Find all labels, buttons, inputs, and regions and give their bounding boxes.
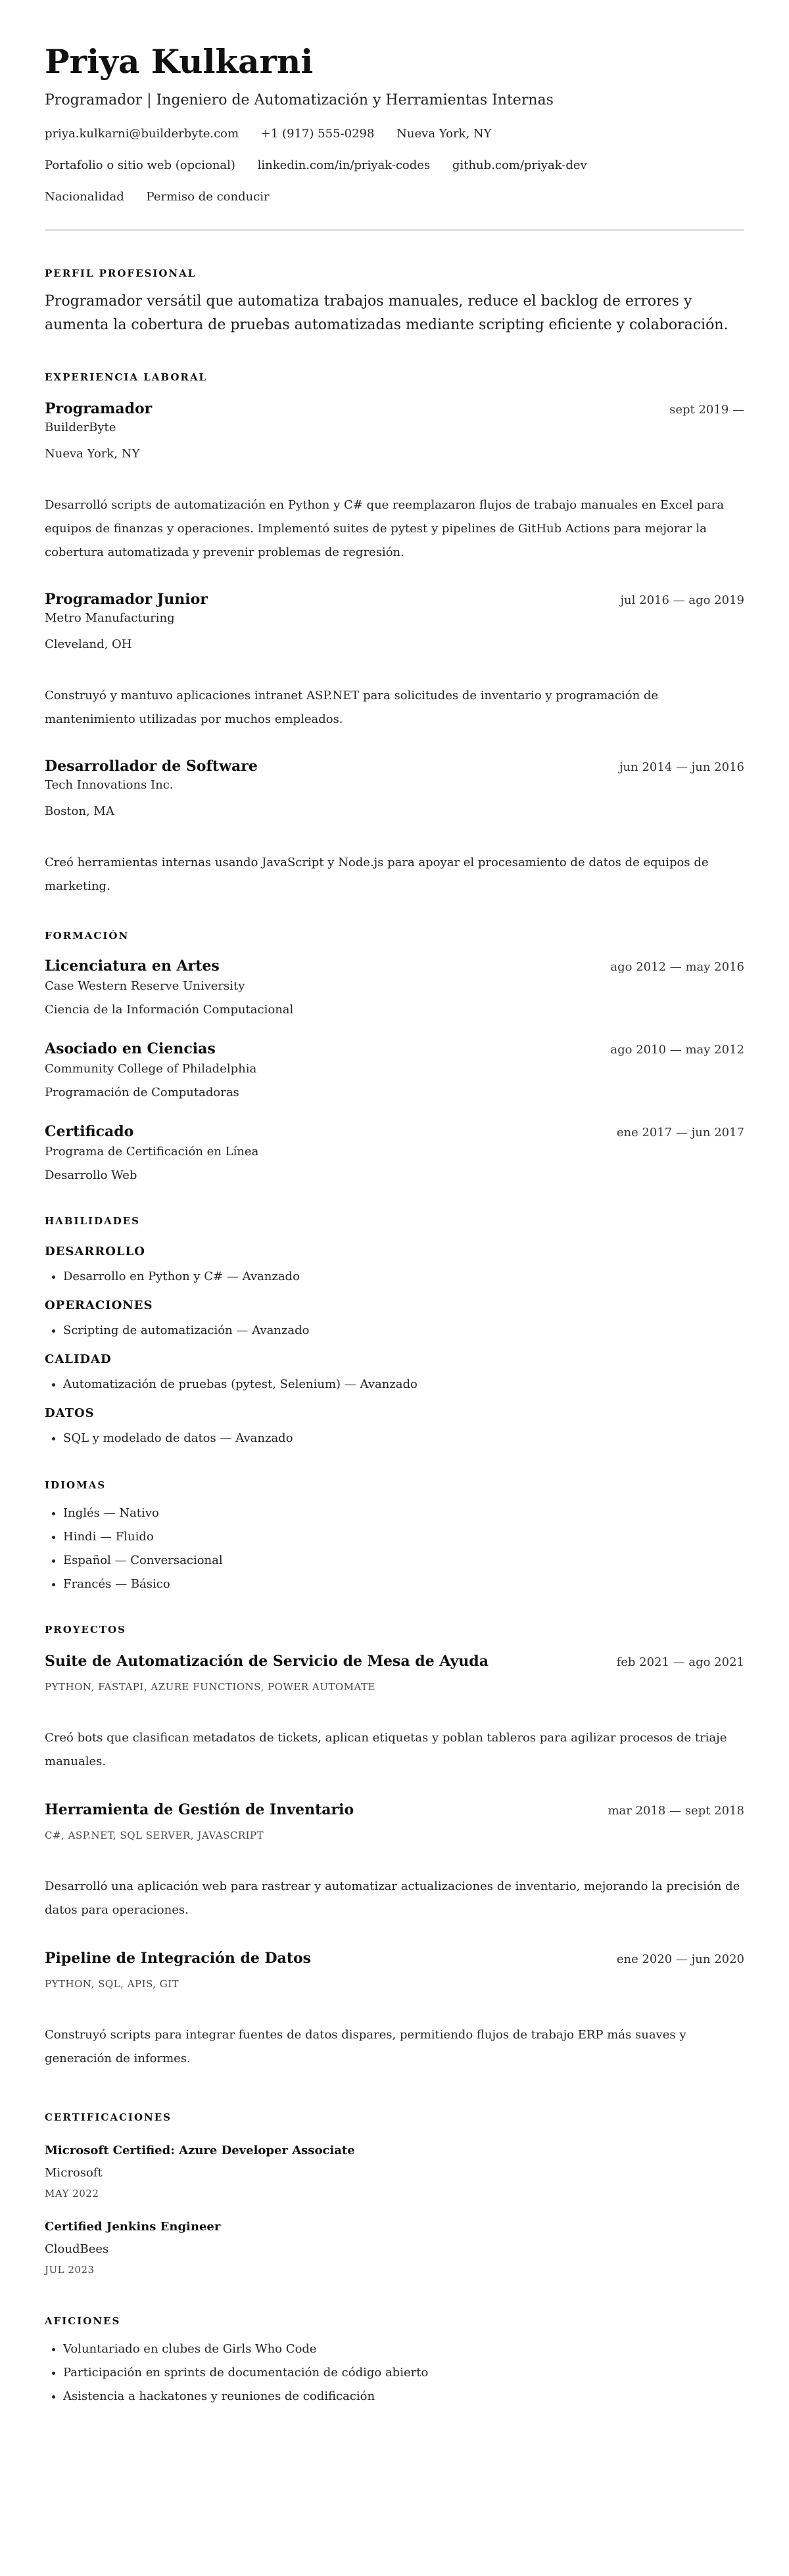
entry-header	[45, 589, 744, 609]
certification-entry	[45, 2218, 744, 2277]
skill-item: • Desarrollo en Python y C# — Avanzado	[63, 1265, 744, 1289]
section-title: FORMACIÓN	[45, 930, 130, 942]
project-tech-stack: C#, ASP.NET, SQL SERVER, JAVASCRIPT	[45, 1829, 264, 1841]
skill-item: • SQL y modelado de datos — Avanzado	[63, 1427, 744, 1450]
certification-issuer: CloudBees	[45, 2242, 109, 2256]
skill-group-title: DATOS	[45, 1406, 95, 1420]
project-title: Suite de Automatización de Servicio de Mesa de Ayuda	[45, 1653, 489, 1670]
company-name: BuilderByte	[45, 421, 116, 434]
school-name: Community College of Philadelphia	[45, 1062, 257, 1076]
hobby-item: • Participación en sprints de documentación de código abierto	[63, 2361, 744, 2385]
education-entry	[45, 1039, 744, 1102]
driving-license: Permiso de conducir	[146, 190, 270, 204]
job-description: Desarrolló scripts de automatización en Python y C# que reemplazaron flujos de trabajo manuales en Excel para equipos de finanzas y operaciones. Implementó suites de pytest y pipelines de GitHub Actions para mejorar la cobertura automatizada y prevenir problemas de regresión.	[45, 498, 724, 559]
summary-section	[45, 266, 744, 337]
field-of-study: Ciencia de la Información Computacional	[45, 1003, 294, 1017]
location: Nueva York, NY	[396, 127, 492, 141]
education-dates: ene 2017 — jun 2017	[616, 1126, 744, 1139]
field-of-study: Programación de Computadoras	[45, 1086, 239, 1099]
project-description: Construyó scripts para integrar fuentes de datos dispares, permitiendo flujos de trabajo ERP más suaves y generación de informes.	[45, 2028, 686, 2065]
entry-header	[45, 1039, 744, 1059]
section-title: AFICIONES	[45, 2315, 121, 2327]
entry-header	[45, 956, 744, 976]
skill-group	[45, 1404, 744, 1450]
hobbies-section	[45, 2314, 744, 2408]
education-entry	[45, 956, 744, 1019]
project-entry	[45, 1948, 744, 2071]
certification-date: JUL 2023	[45, 2264, 95, 2276]
extra-info-row	[45, 188, 744, 206]
school-name: Programa de Certificación en Línea	[45, 1145, 259, 1159]
language-item: • Inglés — Nativo	[63, 1502, 744, 1525]
skill-group-title: OPERACIONES	[45, 1299, 153, 1312]
phone: +1 (917) 555-0298	[260, 127, 375, 141]
project-dates: mar 2018 — sept 2018	[608, 1804, 744, 1818]
language-list	[45, 1502, 744, 1596]
nationality: Nacionalidad	[45, 190, 124, 204]
skills-section	[45, 1214, 744, 1450]
section-title: PERFIL PROFESIONAL	[45, 267, 197, 279]
certification-issuer: Microsoft	[45, 2166, 103, 2180]
project-title: Herramienta de Gestión de Inventario	[45, 1801, 354, 1818]
skill-group	[45, 1297, 744, 1343]
entry-header	[45, 399, 744, 419]
skill-item: • Automatización de pruebas (pytest, Selenium) — Avanzado	[63, 1373, 744, 1396]
degree-title: Asociado en Ciencias	[45, 1040, 216, 1057]
portfolio-link[interactable]: Portafolio o sitio web (opcional)	[45, 158, 235, 172]
education-section	[45, 929, 744, 1185]
project-entry	[45, 1800, 744, 1922]
candidate-name: Priya Kulkarni	[45, 42, 314, 81]
school-name: Case Western Reserve University	[45, 979, 245, 993]
certification-name: Microsoft Certified: Azure Developer Associate	[45, 2144, 355, 2157]
links-row	[45, 156, 744, 175]
language-item: • Español — Conversacional	[63, 1549, 744, 1573]
language-item: • Francés — Básico	[63, 1573, 744, 1596]
resume-header	[45, 38, 744, 206]
section-title: PROYECTOS	[45, 1624, 126, 1636]
header-divider	[45, 229, 744, 231]
section-title: EXPERIENCIA LABORAL	[45, 371, 208, 383]
entry-header	[45, 756, 744, 776]
skill-list	[45, 1265, 744, 1289]
skill-group	[45, 1350, 744, 1396]
hobby-item: • Voluntariado en clubes de Girls Who Code	[63, 2337, 744, 2361]
experience-entry	[45, 399, 744, 564]
education-dates: ago 2010 — may 2012	[610, 1043, 744, 1057]
certification-date: MAY 2022	[45, 2188, 99, 2199]
experience-entry	[45, 589, 744, 731]
summary-text: Programador versátil que automatiza trabajos manuales, reduce el backlog de errores y aumenta la cobertura de pruebas automatizadas mediante scripting eficiente y colaboración.	[45, 293, 729, 333]
experience-section	[45, 370, 744, 898]
certification-name: Certified Jenkins Engineer	[45, 2220, 221, 2234]
job-dates: jun 2014 — jun 2016	[619, 760, 744, 774]
skill-list	[45, 1373, 744, 1396]
candidate-headline: Programador | Ingeniero de Automatización y Herramientas Internas	[45, 92, 554, 108]
job-location: Cleveland, OH	[45, 637, 132, 651]
section-title: IDIOMAS	[45, 1479, 107, 1491]
job-title: Desarrollador de Software	[45, 758, 258, 775]
hobby-list	[45, 2337, 744, 2408]
languages-section	[45, 1478, 744, 1596]
degree-title: Certificado	[45, 1123, 134, 1140]
project-title: Pipeline de Integración de Datos	[45, 1950, 312, 1967]
hobby-item: • Asistencia a hackatones y reuniones de codificación	[63, 2385, 744, 2408]
certifications-section	[45, 2110, 744, 2277]
job-title: Programador Junior	[45, 591, 208, 608]
company-name: Tech Innovations Inc.	[45, 778, 174, 792]
project-dates: ene 2020 — jun 2020	[616, 1952, 744, 1966]
project-description: Creó bots que clasifican metadatos de tickets, aplican etiquetas y poblan tableros para agilizar procesos de triaje manuales.	[45, 1731, 727, 1768]
project-entry	[45, 1651, 744, 1774]
job-description: Construyó y mantuvo aplicaciones intranet ASP.NET para solicitudes de inventario y programación de mantenimiento utilizadas por muchos empleados.	[45, 689, 659, 726]
project-tech-stack: PYTHON, SQL, APIS, GIT	[45, 1978, 179, 1990]
projects-section	[45, 1622, 744, 2071]
linkedin-link[interactable]: linkedin.com/in/priyak-codes	[257, 158, 431, 172]
entry-header	[45, 1800, 744, 1820]
skill-group-title: CALIDAD	[45, 1352, 112, 1366]
company-name: Metro Manufacturing	[45, 611, 175, 625]
job-title: Programador	[45, 400, 153, 417]
job-location: Nueva York, NY	[45, 447, 140, 461]
job-description: Creó herramientas internas usando JavaScript y Node.js para apoyar el procesamiento de datos de equipos de marketing.	[45, 856, 709, 893]
skill-list	[45, 1427, 744, 1450]
job-location: Boston, MA	[45, 804, 114, 818]
entry-header	[45, 1651, 744, 1671]
project-tech-stack: PYTHON, FASTAPI, AZURE FUNCTIONS, POWER AUTOMATE	[45, 1681, 375, 1693]
field-of-study: Desarrollo Web	[45, 1168, 137, 1182]
degree-title: Licenciatura en Artes	[45, 957, 220, 975]
education-entry	[45, 1122, 744, 1185]
experience-entry	[45, 756, 744, 898]
project-description: Desarrolló una aplicación web para rastrear y automatizar actualizaciones de inventario, mejorando la precisión de datos para operaciones.	[45, 1879, 740, 1917]
skill-item: • Scripting de automatización — Avanzado	[63, 1319, 744, 1343]
education-dates: ago 2012 — may 2016	[610, 960, 744, 974]
entry-header	[45, 1948, 744, 1968]
email-link[interactable]: priya.kulkarni@builderbyte.com	[45, 127, 239, 141]
language-item: • Hindi — Fluido	[63, 1525, 744, 1549]
contact-row	[45, 125, 744, 143]
skill-group-title: DESARROLLO	[45, 1245, 145, 1258]
skill-group	[45, 1243, 744, 1289]
entry-header	[45, 1122, 744, 1141]
github-link[interactable]: github.com/priyak-dev	[452, 158, 587, 172]
certification-entry	[45, 2142, 744, 2201]
skill-list	[45, 1319, 744, 1343]
section-title: HABILIDADES	[45, 1215, 140, 1227]
job-dates: sept 2019 —	[669, 403, 744, 417]
section-title: CERTIFICACIONES	[45, 2111, 172, 2123]
project-dates: feb 2021 — ago 2021	[616, 1655, 744, 1669]
job-dates: jul 2016 — ago 2019	[620, 593, 744, 607]
